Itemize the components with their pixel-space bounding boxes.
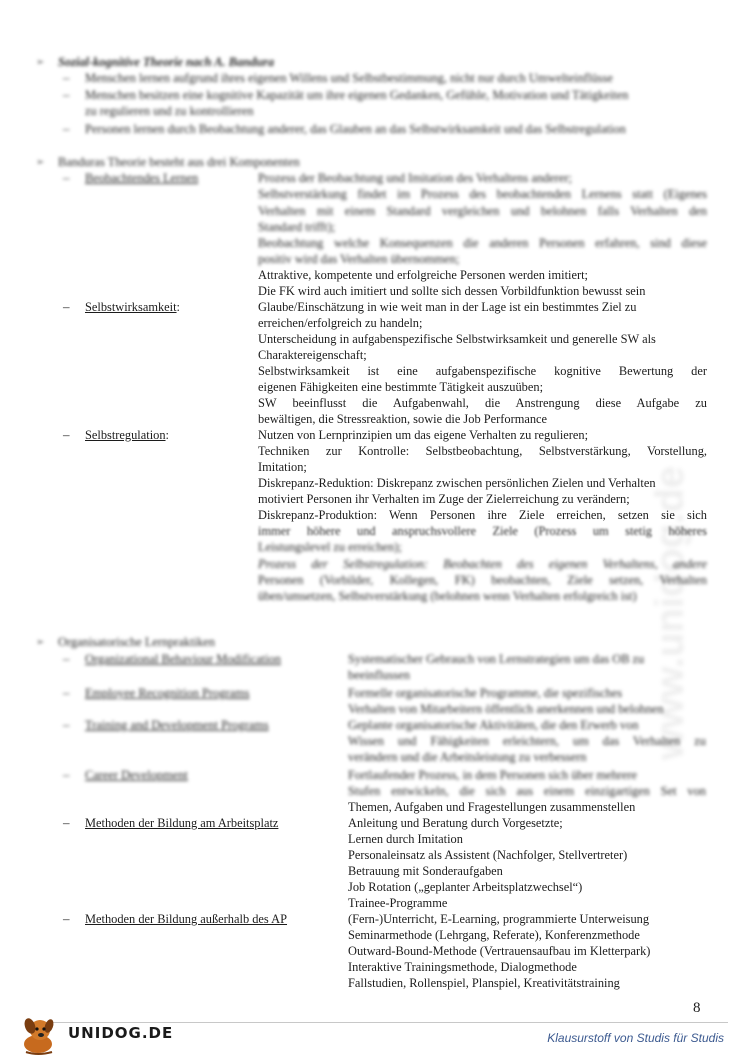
beobachtend-term: Beobachtendes Lernen <box>85 171 199 185</box>
practice-line: Themen, Aufgaben und Fragestellungen zusammenstellen <box>348 800 636 814</box>
methoden-arbeitsplatz-line: Job Rotation („geplanter Arbeitsplatzwechsel“) <box>348 880 583 894</box>
term-colon: : <box>176 300 180 314</box>
unidog-logo[interactable] <box>18 1016 174 1056</box>
footer-tagline: Klausurstoff von Studis für Studis <box>547 1031 724 1045</box>
selbstregulation-line: Techniken zur Kontrolle: Selbstbeobachtung, Selbstverstärkung, Vorstellung, <box>258 444 707 458</box>
selbstregulation-line: Prozess der Selbstregulation: Beobachten des eigenen Verhaltens, andere <box>258 557 707 571</box>
dash-icon: – <box>63 299 70 314</box>
methoden-ausserhalb-line: Seminarmethode (Lehrgang, Referate), Konferenzmethode <box>348 928 640 942</box>
selbstwirksamkeit-line: bewältigen, die Stressreaktion, sowie die Job Performance <box>258 412 548 426</box>
methoden-ausserhalb-line: Outward-Bound-Methode (Vertrauensaufbau im Kletterpark) <box>348 944 651 958</box>
beobachtend-line: Selbstverstärkung findet im Prozess des beobachtenden Lernens statt (Eigenes <box>258 187 707 201</box>
theory-point: Menschen besitzen eine kognitive Kapazität um ihre eigenen Gedanken, Gefühle, Motivation und Tätigkeiten <box>85 88 629 102</box>
beobachtend-line: Verhalten mit einem Standard vergleichen und belohnen falls Verhalten den <box>258 204 707 218</box>
selbstregulation-line: Imitation; <box>258 460 307 474</box>
practice-term: Career Development <box>85 768 188 782</box>
methoden-arbeitsplatz-line: Lernen durch Imitation <box>348 832 463 846</box>
practice-line: Systematischer Gebrauch von Lernstrategien um das OB zu <box>348 652 645 666</box>
arrow-bullet-icon: ➢ <box>36 157 45 168</box>
practice-line: Wissen und Fähigkeiten erleichtern, um das Verhalten zu <box>348 734 706 748</box>
selbstregulation-line: üben/umsetzen, Selbstverstärkung (belohnen wenn Verhalten erfolgreich ist) <box>258 589 637 603</box>
practice-line: verändern und die Arbeitsleistung zu verbessern <box>348 750 587 764</box>
dash-icon: – <box>63 70 70 85</box>
methoden-ausserhalb-line: Fallstudien, Rollenspiel, Planspiel, Kreativitätstraining <box>348 976 620 990</box>
selbstregulation-term: Selbstregulation <box>85 428 166 442</box>
methoden-ausserhalb-term: Methoden der Bildung außerhalb des AP <box>85 912 288 926</box>
selbstwirksamkeit-line: Unterscheidung in aufgabenspezifische Selbstwirksamkeit und generelle SW als <box>258 332 656 346</box>
selbstwirksamkeit-line: SW beeinflusst die Aufgabenwahl, die Anstrengung diese Aufgabe zu <box>258 396 707 410</box>
selbstregulation-line: immer höhere und anspruchsvollere Ziele (Prozess um stetig höheres <box>258 524 707 538</box>
beobachtend-line: Attraktive, kompetente und erfolgreiche Personen werden imitiert; <box>258 268 588 282</box>
dog-logo-icon <box>18 1016 64 1056</box>
methoden-arbeitsplatz-line: Trainee-Programme <box>348 896 448 910</box>
dash-icon: – <box>63 651 70 666</box>
selbstwirksamkeit-line: Selbstwirksamkeit ist eine aufgabenspezifische kognitive Bewertung der <box>258 364 707 378</box>
methoden-arbeitsplatz-line: Anleitung und Beratung durch Vorgesetzte; <box>348 816 563 830</box>
theory-point: Personen lernen durch Beobachtung anderer, das Glauben an das Selbstwirksamkeit und das Selbstregulation <box>85 122 626 136</box>
watermark: www.unidog.de <box>648 465 692 760</box>
selbstregulation-line: Diskrepanz-Produktion: Wenn Personen ihre Ziele erreichen, setzen sie sich <box>258 508 707 522</box>
components-title: Banduras Theorie besteht aus drei Komponenten <box>58 155 300 169</box>
dash-icon: – <box>63 767 70 782</box>
selbstregulation-line: Leistungslevel zu erreichen); <box>258 540 402 554</box>
selbstregulation-line: motiviert Personen ihr Verhalten im Zuge der Zielerreichung zu verändern; <box>258 492 630 506</box>
beobachtend-line: Beobachtung welche Konsequenzen die anderen Personen erfahren, sind diese <box>258 236 707 250</box>
selbstwirksamkeit-line: eigenen Fähigkeiten eine bestimmte Tätigkeit auszuüben; <box>258 380 544 394</box>
selbstwirksamkeit-label <box>85 299 180 315</box>
practice-term: Employee Recognition Programs <box>85 686 250 700</box>
theory-title: Sozial-kognitive Theorie nach A. Bandura <box>58 55 275 69</box>
practice-line: Stufen entwickeln, die sich aus einem einzigartigen Set von <box>348 784 706 798</box>
selbstwirksamkeit-line: erreichen/erfolgreich zu handeln; <box>258 316 423 330</box>
practice-term: Training and Development Programs <box>85 718 269 732</box>
methoden-arbeitsplatz-line: Personaleinsatz als Assistent (Nachfolger, Stellvertreter) <box>348 848 628 862</box>
practice-line: beeinflussen <box>348 668 410 682</box>
methoden-arbeitsplatz-term: Methoden der Bildung am Arbeitsplatz <box>85 816 279 830</box>
dash-icon: – <box>63 170 70 185</box>
dash-icon: – <box>63 121 70 136</box>
dash-icon: – <box>63 815 70 830</box>
practice-line: Fortlaufender Prozess, in dem Personen sich über mehrere <box>348 768 638 782</box>
term-colon: : <box>165 428 169 442</box>
practice-term: Organizational Behaviour Modification <box>85 652 281 666</box>
methoden-ausserhalb-line: (Fern-)Unterricht, E-Learning, programmierte Unterweisung <box>348 912 650 926</box>
theory-point: Menschen lernen aufgrund ihres eigenen Willens und Selbstbestimmung, nicht nur durch Umwelteinflüsse <box>85 71 613 85</box>
practice-line: Geplante organisatorische Aktivitäten, die den Erwerb von <box>348 718 639 732</box>
dash-icon: – <box>63 911 70 926</box>
beobachtend-line: Prozess der Beobachtung und Imitation des Verhaltens anderer; <box>258 171 572 185</box>
selbstregulation-line: Diskrepanz-Reduktion: Diskrepanz zwischen persönlichen Zielen und Verhalten <box>258 476 656 490</box>
practice-line: Verhalten von Mitarbeitern öffentlich anerkennen und belohnen <box>348 702 664 716</box>
selbstregulation-label <box>85 427 169 443</box>
dash-icon: – <box>63 87 70 102</box>
selbstregulation-line: Nutzen von Lernprinzipien um das eigene Verhalten zu regulieren; <box>258 428 589 442</box>
beobachtend-line: Standard trifft); <box>258 220 336 234</box>
practice-line: Formelle organisatorische Programme, die spezifisches <box>348 686 623 700</box>
arrow-bullet-icon: ➢ <box>36 57 45 68</box>
selbstwirksamkeit-line: Glaube/Einschätzung in wie weit man in der Lage ist ein bestimmtes Ziel zu <box>258 300 637 314</box>
beobachtend-line: Die FK wird auch imitiert und sollte sich dessen Vorbildfunktion bewusst sein <box>258 284 646 298</box>
beobachtend-line: positiv wird das Verhalten übernommen; <box>258 252 460 266</box>
selbstwirksamkeit-line: Charaktereigenschaft; <box>258 348 367 362</box>
theory-point: zu regulieren und zu kontrollieren <box>85 104 254 118</box>
selbstregulation-line: Personen (Vorbilder, Kollegen, FK) beobachten, Ziele setzen, Verhalten <box>258 573 707 587</box>
logo-text: UNIDOG.DE <box>68 1024 174 1042</box>
dash-icon: – <box>63 685 70 700</box>
arrow-bullet-icon: ➢ <box>36 637 45 648</box>
practices-title: Organisatorische Lernpraktiken <box>58 635 216 649</box>
dash-icon: – <box>63 717 70 732</box>
methoden-ausserhalb-line: Interaktive Trainingsmethode, Dialogmethode <box>348 960 577 974</box>
page-number: 8 <box>693 1000 701 1016</box>
methoden-arbeitsplatz-line: Betrauung mit Sonderaufgaben <box>348 864 503 878</box>
selbstwirksamkeit-term: Selbstwirksamkeit <box>85 300 177 314</box>
dash-icon: – <box>63 427 70 442</box>
